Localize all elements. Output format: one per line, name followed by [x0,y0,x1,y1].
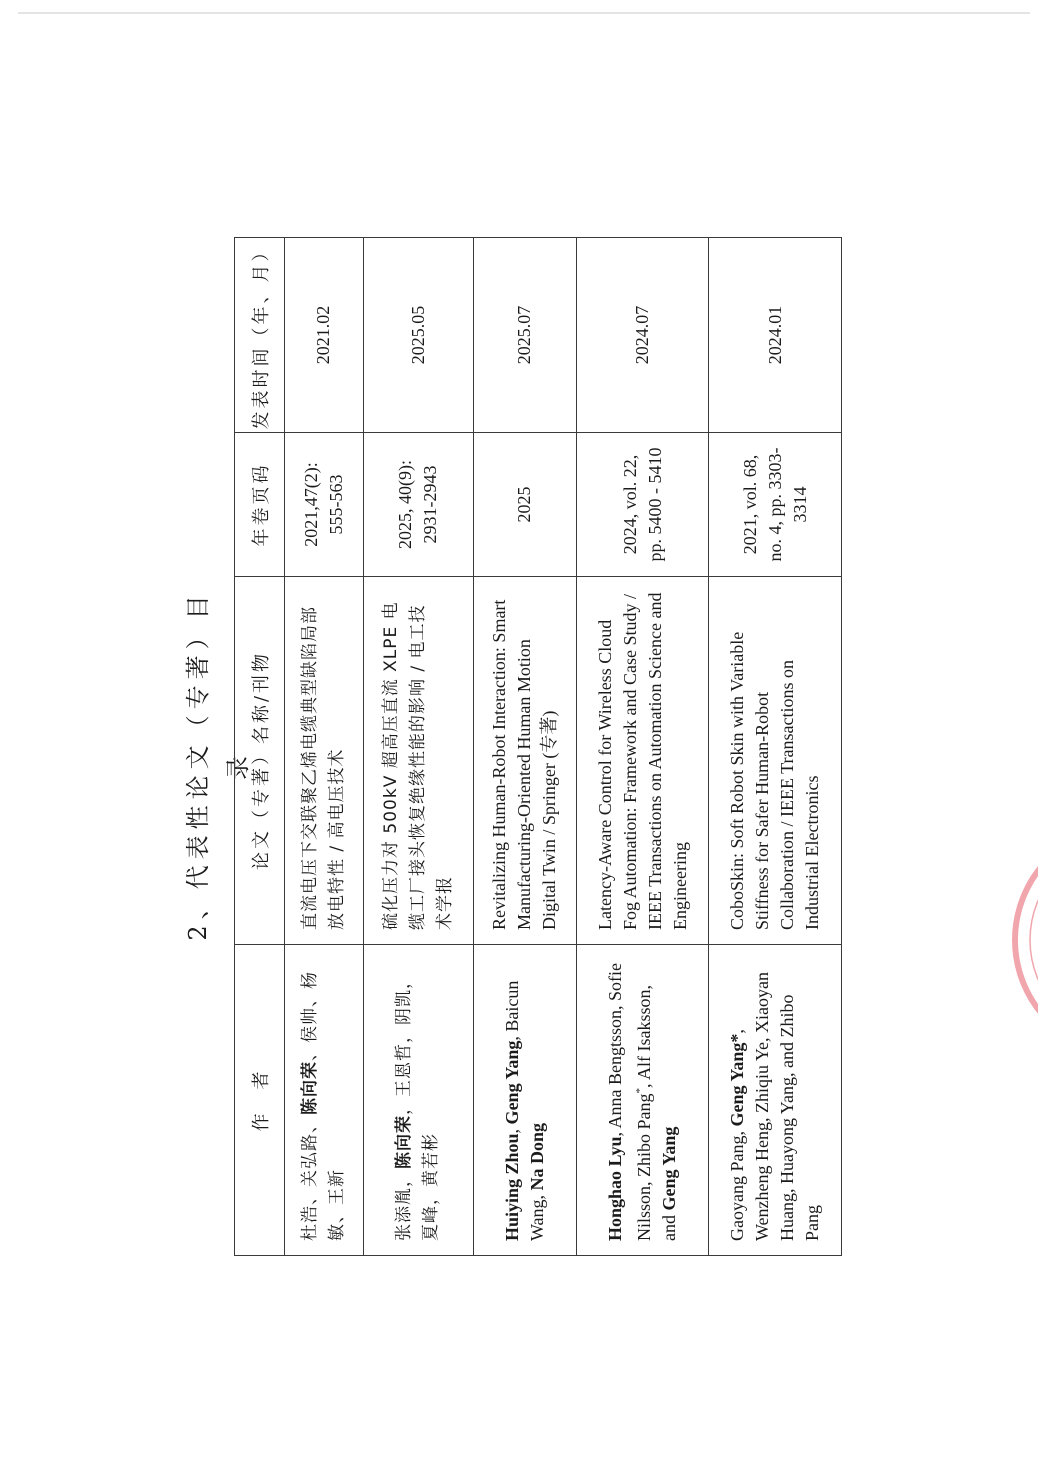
cell-date: 2025.07 [473,238,576,433]
author-highlight: Geng Yang* [727,1033,748,1127]
header-title: 论文（专著）名称/刊物 [235,577,285,945]
table-row [363,238,473,1256]
cell-title: CoboSkin: Soft Robot Skin with Variable Stiffness for Safer Human-Robot Collaboration / IEEE Transactions on Industrial Electronics [709,577,842,945]
author-text: 、侯帅、杨敏、王新 [299,971,347,1241]
cell-pages: 2021, vol. 68, no. 4, pp. 3303-3314 [709,433,842,577]
cell-date: 2024.01 [709,238,842,433]
header-date: 发表时间（年、月） [235,238,285,433]
table-header-row [235,238,285,1256]
author-text: , Alf Isaksson, and [634,984,680,1241]
cell-date: 2024.07 [576,238,709,433]
author-text: 杜浩、关弘路、 [299,1115,320,1241]
page-heading: 2、代表性论文（专著）目录 [184,589,252,941]
cell-authors [285,945,364,1256]
author-text: 张添胤， [394,1169,415,1241]
cell-title: 硫化压力对 500kV 超高压直流 XLPE 电缆工厂接头恢复绝缘性能的影响 / 电工技术学报 [363,577,473,945]
author-highlight: Huiying Zhou [501,1133,522,1241]
cell-authors [473,945,576,1256]
author-highlight: Na Dong [526,1122,547,1191]
header-pages: 年卷页码 [235,433,285,577]
author-text: , [501,1124,522,1134]
cell-authors [363,945,473,1256]
cell-authors [576,945,709,1256]
cell-title: 直流电压下交联聚乙烯电缆典型缺陷局部放电特性 / 高电压技术 [285,577,364,945]
cell-title: Revitalizing Human-Robot Interaction: Smart Manufacturing-Oriented Human Motion Digital Twin / Springer (专著) [473,577,576,945]
cell-pages: 2025 [473,433,576,577]
author-highlight: Geng Yang [501,1040,522,1125]
author-text: , Wenzheng Heng, Zhiqiu Ye, Xiaoyan Huang, Huayong Yang, and Zhibo Pang [727,972,823,1241]
cell-authors [709,945,842,1256]
author-highlight: Geng Yang [659,1126,680,1211]
cell-pages: 2021,47(2): 555-563 [285,433,364,577]
table-row [285,238,364,1256]
header-authors: 作 者 [235,945,285,1256]
cell-date: 2025.05 [363,238,473,433]
table-row [473,238,576,1256]
cell-pages: 2025, 40(9): 2931-2943 [363,433,473,577]
table-row [576,238,709,1256]
cell-title: Latency-Aware Control for Wireless Cloud Fog Automation: Framework and Case Study / IEEE Transactions on Automation Science and Engineering [576,577,709,945]
company-seal [1008,817,1038,1062]
author-highlight: Honghao Lyu [605,1136,626,1241]
author-highlight: 陈向荣 [394,1115,415,1169]
rotated-page [178,240,838,1272]
cell-pages: 2024, vol. 22, pp. 5400 - 5410 [576,433,709,577]
table-row [709,238,842,1256]
author-text: ，王恩哲，阴凯，夏峰，黄若彬 [394,971,442,1241]
author-highlight: 陈向荣 [299,1061,320,1115]
author-text: * [634,1087,647,1094]
cell-date: 2021.02 [285,238,364,433]
papers-table [234,237,842,1256]
page-top-rule [18,12,1030,14]
author-text: , Anna Bengtsson, Sofie Nilsson, Zhibo Pang [605,962,655,1241]
author-text: Gaoyang Pang, [727,1126,748,1241]
author-text: , Baicun Wang, [501,980,547,1241]
